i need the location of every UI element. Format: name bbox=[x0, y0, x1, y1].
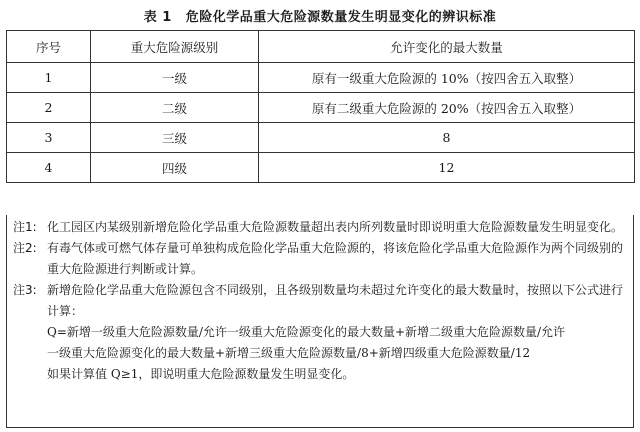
note-text: 新增危险化学品重大危险源包含不同级别，且各级别数量均未超过允许变化的最大数量时，按照以下公式进行计算： bbox=[47, 283, 624, 318]
cell-limit: 12 bbox=[259, 153, 635, 183]
criteria-table bbox=[6, 30, 635, 183]
table-row bbox=[7, 153, 635, 183]
cell-level: 四级 bbox=[91, 153, 259, 183]
note-tag: 注1: bbox=[13, 220, 37, 234]
note-2 bbox=[13, 238, 627, 280]
cell-limit: 原有二级重大危险源的 20%（按四舍五入取整） bbox=[259, 93, 635, 123]
header-level: 重大危险源级别 bbox=[91, 31, 259, 63]
header-limit: 允许变化的最大数量 bbox=[259, 31, 635, 63]
cell-limit: 原有一级重大危险源的 10%（按四舍五入取整） bbox=[259, 63, 635, 93]
formula-conclusion: 如果计算值 Q≥1，即说明重大危险源数量发生明显变化。 bbox=[47, 367, 355, 381]
cell-level: 一级 bbox=[91, 63, 259, 93]
formula-line-1: Q=新增一级重大危险源数量/允许一级重大危险源变化的最大数量+新增二级重大危险源数量/允许 bbox=[47, 325, 566, 339]
note-3 bbox=[13, 280, 627, 322]
table-header-row bbox=[7, 31, 635, 63]
formula-line-2: 一级重大危险源变化的最大数量+新增三级重大危险源数量/8+新增四级重大危险源数量/12 bbox=[47, 346, 531, 360]
table-caption bbox=[0, 6, 640, 25]
header-seq: 序号 bbox=[7, 31, 91, 63]
table-row bbox=[7, 93, 635, 123]
cell-seq: 2 bbox=[7, 93, 91, 123]
note-tag: 注2: bbox=[13, 241, 37, 255]
table-title: 危险化学品重大危险源数量发生明显变化的辨识标准 bbox=[185, 10, 497, 25]
cell-seq: 1 bbox=[7, 63, 91, 93]
table-number: 表 1 bbox=[143, 10, 172, 25]
cell-limit: 8 bbox=[259, 123, 635, 153]
table-row bbox=[7, 63, 635, 93]
note-1 bbox=[13, 217, 627, 238]
cell-seq: 4 bbox=[7, 153, 91, 183]
note-tag: 注3: bbox=[13, 283, 37, 297]
cell-level: 三级 bbox=[91, 123, 259, 153]
note-text: 有毒气体或可燃气体存量可单独构成危险化学品重大危险源的，将该危险化学品重大危险源作为两个同级别的重大危险源进行判断或计算。 bbox=[47, 241, 624, 276]
cell-seq: 3 bbox=[7, 123, 91, 153]
note-text: 化工园区内某级别新增危险化学品重大危险源数量超出表内所列数量时即说明重大危险源数量发生明显变化。 bbox=[47, 220, 624, 234]
cell-level: 二级 bbox=[91, 93, 259, 123]
notes-section bbox=[6, 215, 634, 428]
table-row bbox=[7, 123, 635, 153]
